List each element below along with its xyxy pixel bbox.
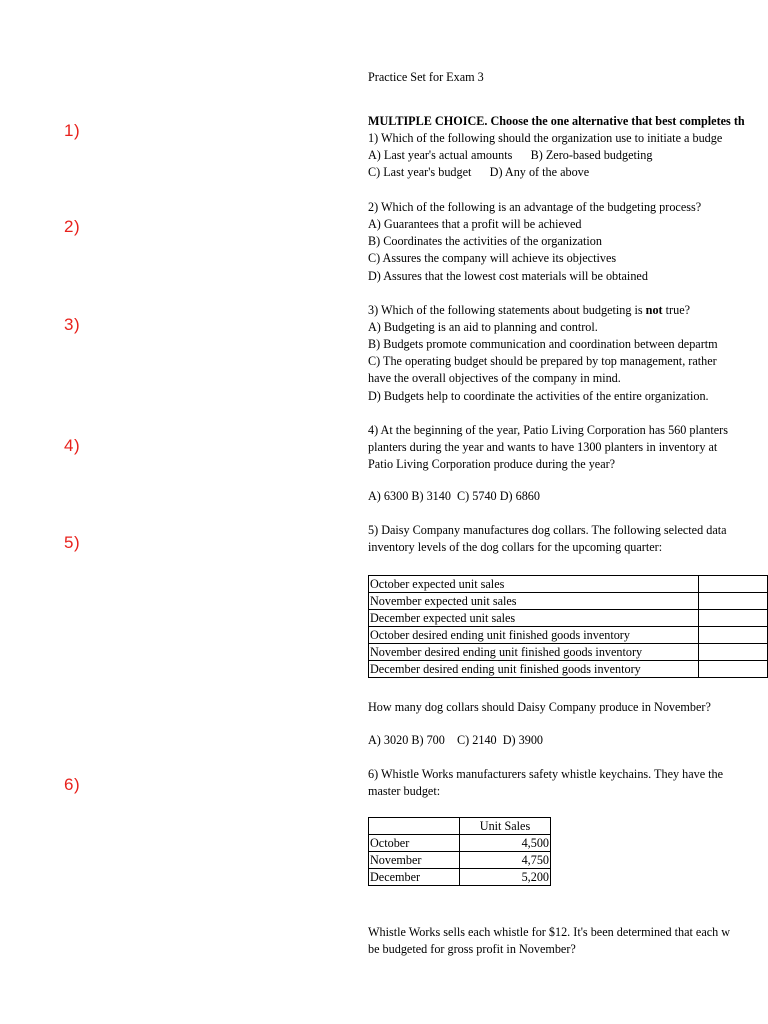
question-number-2: 2) (64, 217, 81, 236)
table-cell: December (369, 869, 460, 886)
q5-answers: A) 3020 B) 700 C) 2140 D) 3900 (368, 733, 544, 747)
table-row (369, 661, 768, 678)
q3-option-b: B) Budgets promote communication and coordination between departm (368, 337, 718, 351)
question-number-4: 4) (64, 436, 81, 455)
q5-inventory-table (368, 575, 768, 678)
question-number-5: 5) (64, 533, 81, 552)
table-row (369, 644, 768, 661)
q6-sales-table (368, 817, 551, 886)
table-cell: December expected unit sales (369, 610, 699, 627)
table-cell: November expected unit sales (369, 593, 699, 610)
table-row (369, 576, 768, 593)
q3-option-a: A) Budgeting is an aid to planning and control. (368, 320, 598, 334)
table-cell-value: 4,500 (460, 835, 551, 852)
q5-line-2: inventory levels of the dog collars for the upcoming quarter: (368, 540, 663, 554)
q2-option-b: B) Coordinates the activities of the organization (368, 234, 602, 248)
table-cell-value (698, 593, 767, 610)
table-cell: October expected unit sales (369, 576, 699, 593)
q1-question: 1) Which of the following should the organization use to initiate a budge (368, 131, 723, 145)
table-header: Unit Sales (460, 818, 551, 835)
table-cell-value (698, 644, 767, 661)
q2-option-c: C) Assures the company will achieve its objectives (368, 251, 617, 265)
q6-line-1: 6) Whistle Works manufacturers safety whistle keychains. They have the (368, 767, 724, 781)
q3-question (368, 302, 690, 319)
q6-followup-2: be budgeted for gross profit in November? (368, 942, 576, 956)
table-cell-value (698, 610, 767, 627)
q3-option-c: C) The operating budget should be prepared by top management, rather (368, 354, 717, 368)
table-row (369, 869, 551, 886)
table-cell-value: 5,200 (460, 869, 551, 886)
q5-line-1: 5) Daisy Company manufactures dog collars. The following selected data (368, 523, 727, 537)
q3-question-pre: 3) Which of the following statements about budgeting is (368, 303, 646, 317)
table-row (369, 627, 768, 644)
q3-question-post: true? (662, 303, 691, 317)
table-cell (369, 818, 460, 835)
q2-question: 2) Which of the following is an advantage of the budgeting process? (368, 200, 702, 214)
q6-followup-1: Whistle Works sells each whistle for $12. It's been determined that each w (368, 925, 731, 939)
table-row (369, 593, 768, 610)
q2-option-d: D) Assures that the lowest cost materials will be obtained (368, 269, 648, 283)
q1-options-cd: C) Last year's budget D) Any of the above (368, 165, 590, 179)
table-row (369, 610, 768, 627)
document-title: Practice Set for Exam 3 (368, 70, 484, 84)
table-cell-value (698, 661, 767, 678)
q1-options-ab: A) Last year's actual amounts B) Zero-based budgeting (368, 148, 653, 162)
table-row (369, 852, 551, 869)
q3-option-d: D) Budgets help to coordinate the activities of the entire organization. (368, 389, 709, 403)
table-cell: October (369, 835, 460, 852)
table-cell: November desired ending unit finished goods inventory (369, 644, 699, 661)
q4-line-2: planters during the year and wants to have 1300 planters in inventory at (368, 440, 718, 454)
q4-line-1: 4) At the beginning of the year, Patio Living Corporation has 560 planters (368, 423, 728, 437)
table-cell: December desired ending unit finished goods inventory (369, 661, 699, 678)
table-cell-value (698, 627, 767, 644)
question-number-6: 6) (64, 775, 81, 794)
q3-option-c-cont: have the overall objectives of the company in mind. (368, 371, 621, 385)
table-row (369, 835, 551, 852)
table-cell-value: 4,750 (460, 852, 551, 869)
q4-line-3: Patio Living Corporation produce during the year? (368, 457, 616, 471)
instructions-label: MULTIPLE CHOICE. Choose the one alternative that best completes th (368, 114, 745, 128)
question-number-3: 3) (64, 315, 81, 334)
q6-line-2: master budget: (368, 784, 441, 798)
table-cell: November (369, 852, 460, 869)
q3-question-emphasis: not (645, 303, 663, 317)
q4-answers: A) 6300 B) 3140 C) 5740 D) 6860 (368, 489, 540, 503)
table-row (369, 818, 551, 835)
q5-question: How many dog collars should Daisy Company produce in November? (368, 700, 711, 714)
document-content (368, 0, 768, 1024)
q2-option-a: A) Guarantees that a profit will be achieved (368, 217, 582, 231)
table-cell-value (698, 576, 767, 593)
question-number-1: 1) (64, 121, 81, 140)
table-cell: October desired ending unit finished goods inventory (369, 627, 699, 644)
